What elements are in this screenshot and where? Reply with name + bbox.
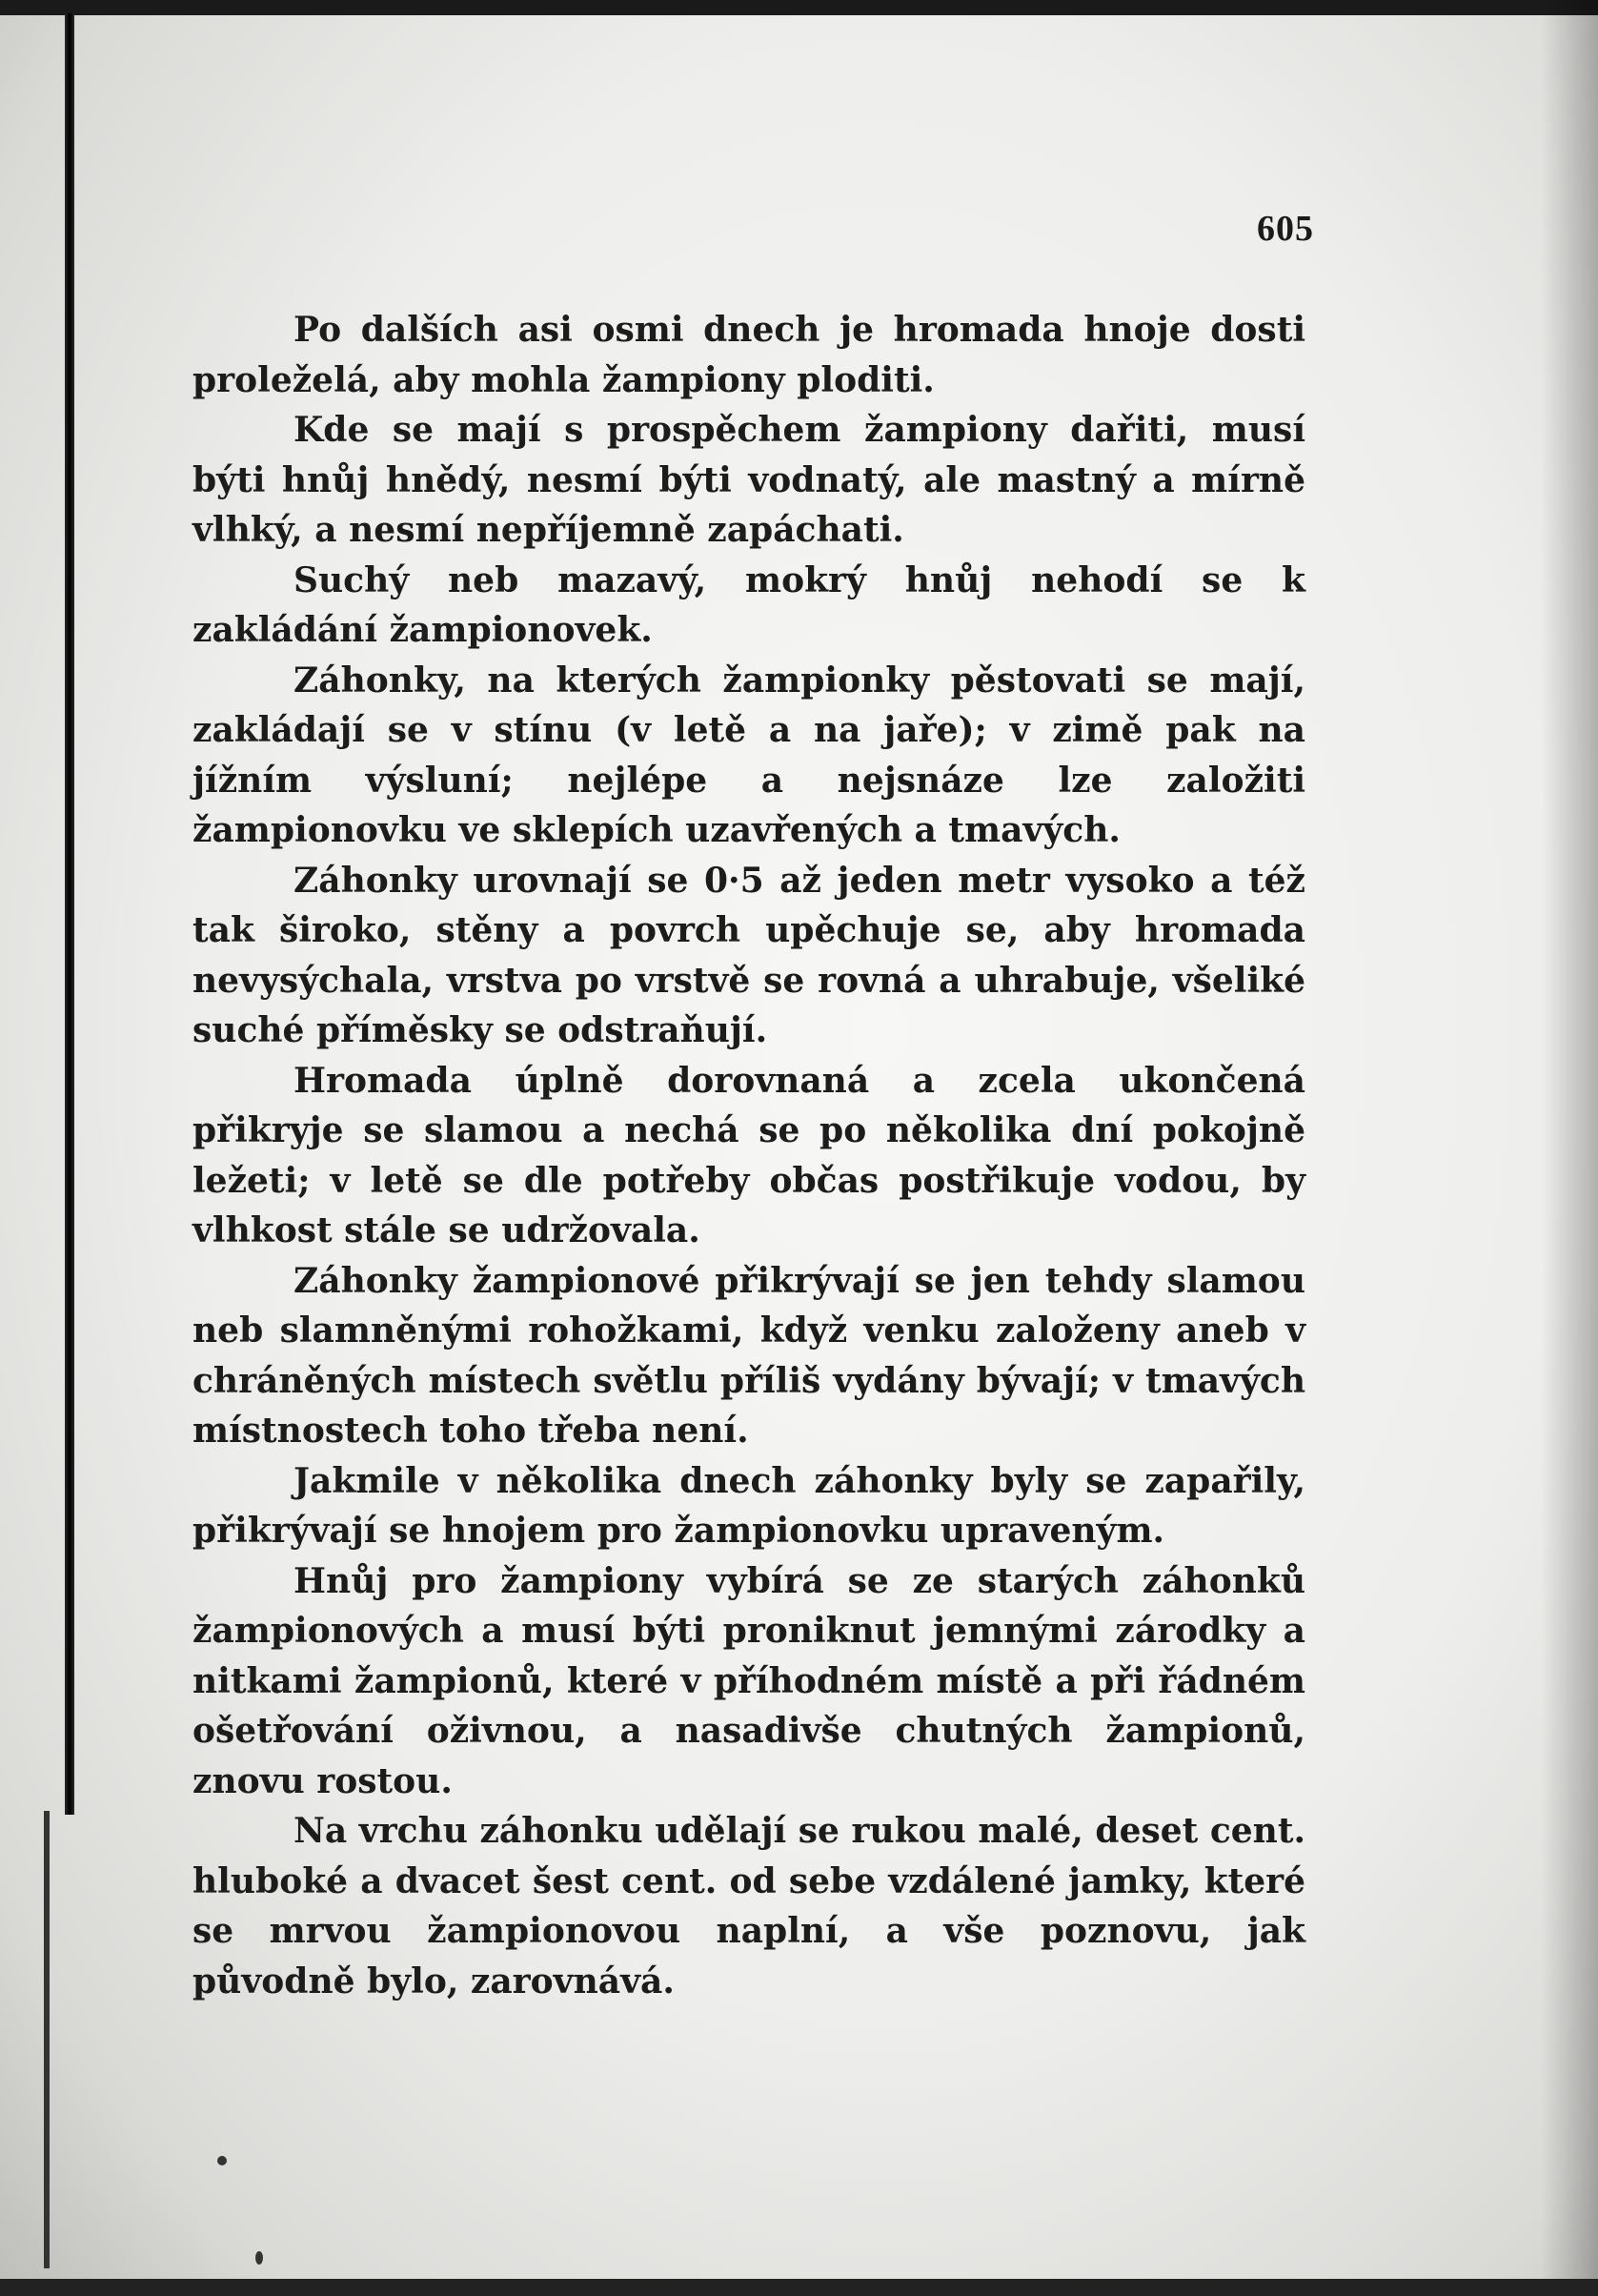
page-binding-edge-lower (44, 1811, 50, 2268)
ink-speck (217, 2156, 227, 2165)
paragraph: Po dalších asi osmi dnech je hromada hnoje dosti proleželá, aby mohla žampiony ploditi. (192, 310, 1305, 400)
paragraph: Hnůj pro žampiony vybírá se ze starých záhonků žampionových a musí býti proniknut jemnými zárodky a nitkami žampionů, které v příhodném místě a při řádném ošetřování oživnou, a nasadivše chutných žampionů, znovu rostou. (192, 1560, 1305, 1801)
paragraph: Záhonky žampionové přikrývají se jen tehdy slamou neb slamněnými rohožkami, když venku založeny aneb v chráněných místech světlu příliš vydány bývají; v tmavých místnostech toho třeba není. (192, 1260, 1305, 1451)
page-binding-edge (65, 13, 74, 1815)
paragraph: Záhonky, na kterých žampionky pěstovati se mají, zakládají se v stínu (v letě a na jaře); v zimě pak na jížním výsluní; nejlépe a nejsnáze lze založiti žampionovku ve sklepích uzavřených a tmavých. (192, 660, 1305, 850)
paragraph: Suchý neb mazavý, mokrý hnůj nehodí se k zakládání žampionovek. (192, 559, 1305, 650)
paragraph: Kde se mají s prospěchem žampiony dařiti, musí býti hnůj hnědý, nesmí býti vodnatý, ale mastný a mírně vlhký, a nesmí nepříjemně zapáchati. (192, 410, 1305, 550)
paragraph: Hromada úplně dorovnaná a zcela ukončená přikryje se slamou a nechá se po několika dní pokojně ležeti; v letě se dle potřeby občas postřikuje vodou, by vlhkost stále se udržovala. (192, 1060, 1305, 1250)
page-number: 605 (1257, 209, 1314, 249)
paragraph: Záhonky urovnají se 0·5 až jeden metr vysoko a též tak široko, stěny a povrch upěchuje se, aby hromada nevysýchala, vrstva po vrstvě se rovná a uhrabuje, všeliké suché příměsky se odstraňují. (192, 860, 1305, 1050)
scan-top-edge (0, 0, 1598, 15)
paragraph: Na vrchu záhonku udělají se rukou malé, deset cent. hluboké a dvacet šest cent. od sebe vzdálené jamky, které se mrvou žampionovou naplní, a vše poznovu, jak původně bylo, zarovnává. (192, 1811, 1305, 2001)
paragraph: Jakmile v několika dnech záhonky byly se zapařily, přikrývají se hnojem pro žampionovku upraveným. (192, 1460, 1305, 1551)
scan-bottom-edge (0, 2279, 1598, 2296)
ink-speck (255, 2251, 263, 2265)
scan-right-shadow (1541, 0, 1598, 2296)
body-text (192, 305, 1305, 2006)
